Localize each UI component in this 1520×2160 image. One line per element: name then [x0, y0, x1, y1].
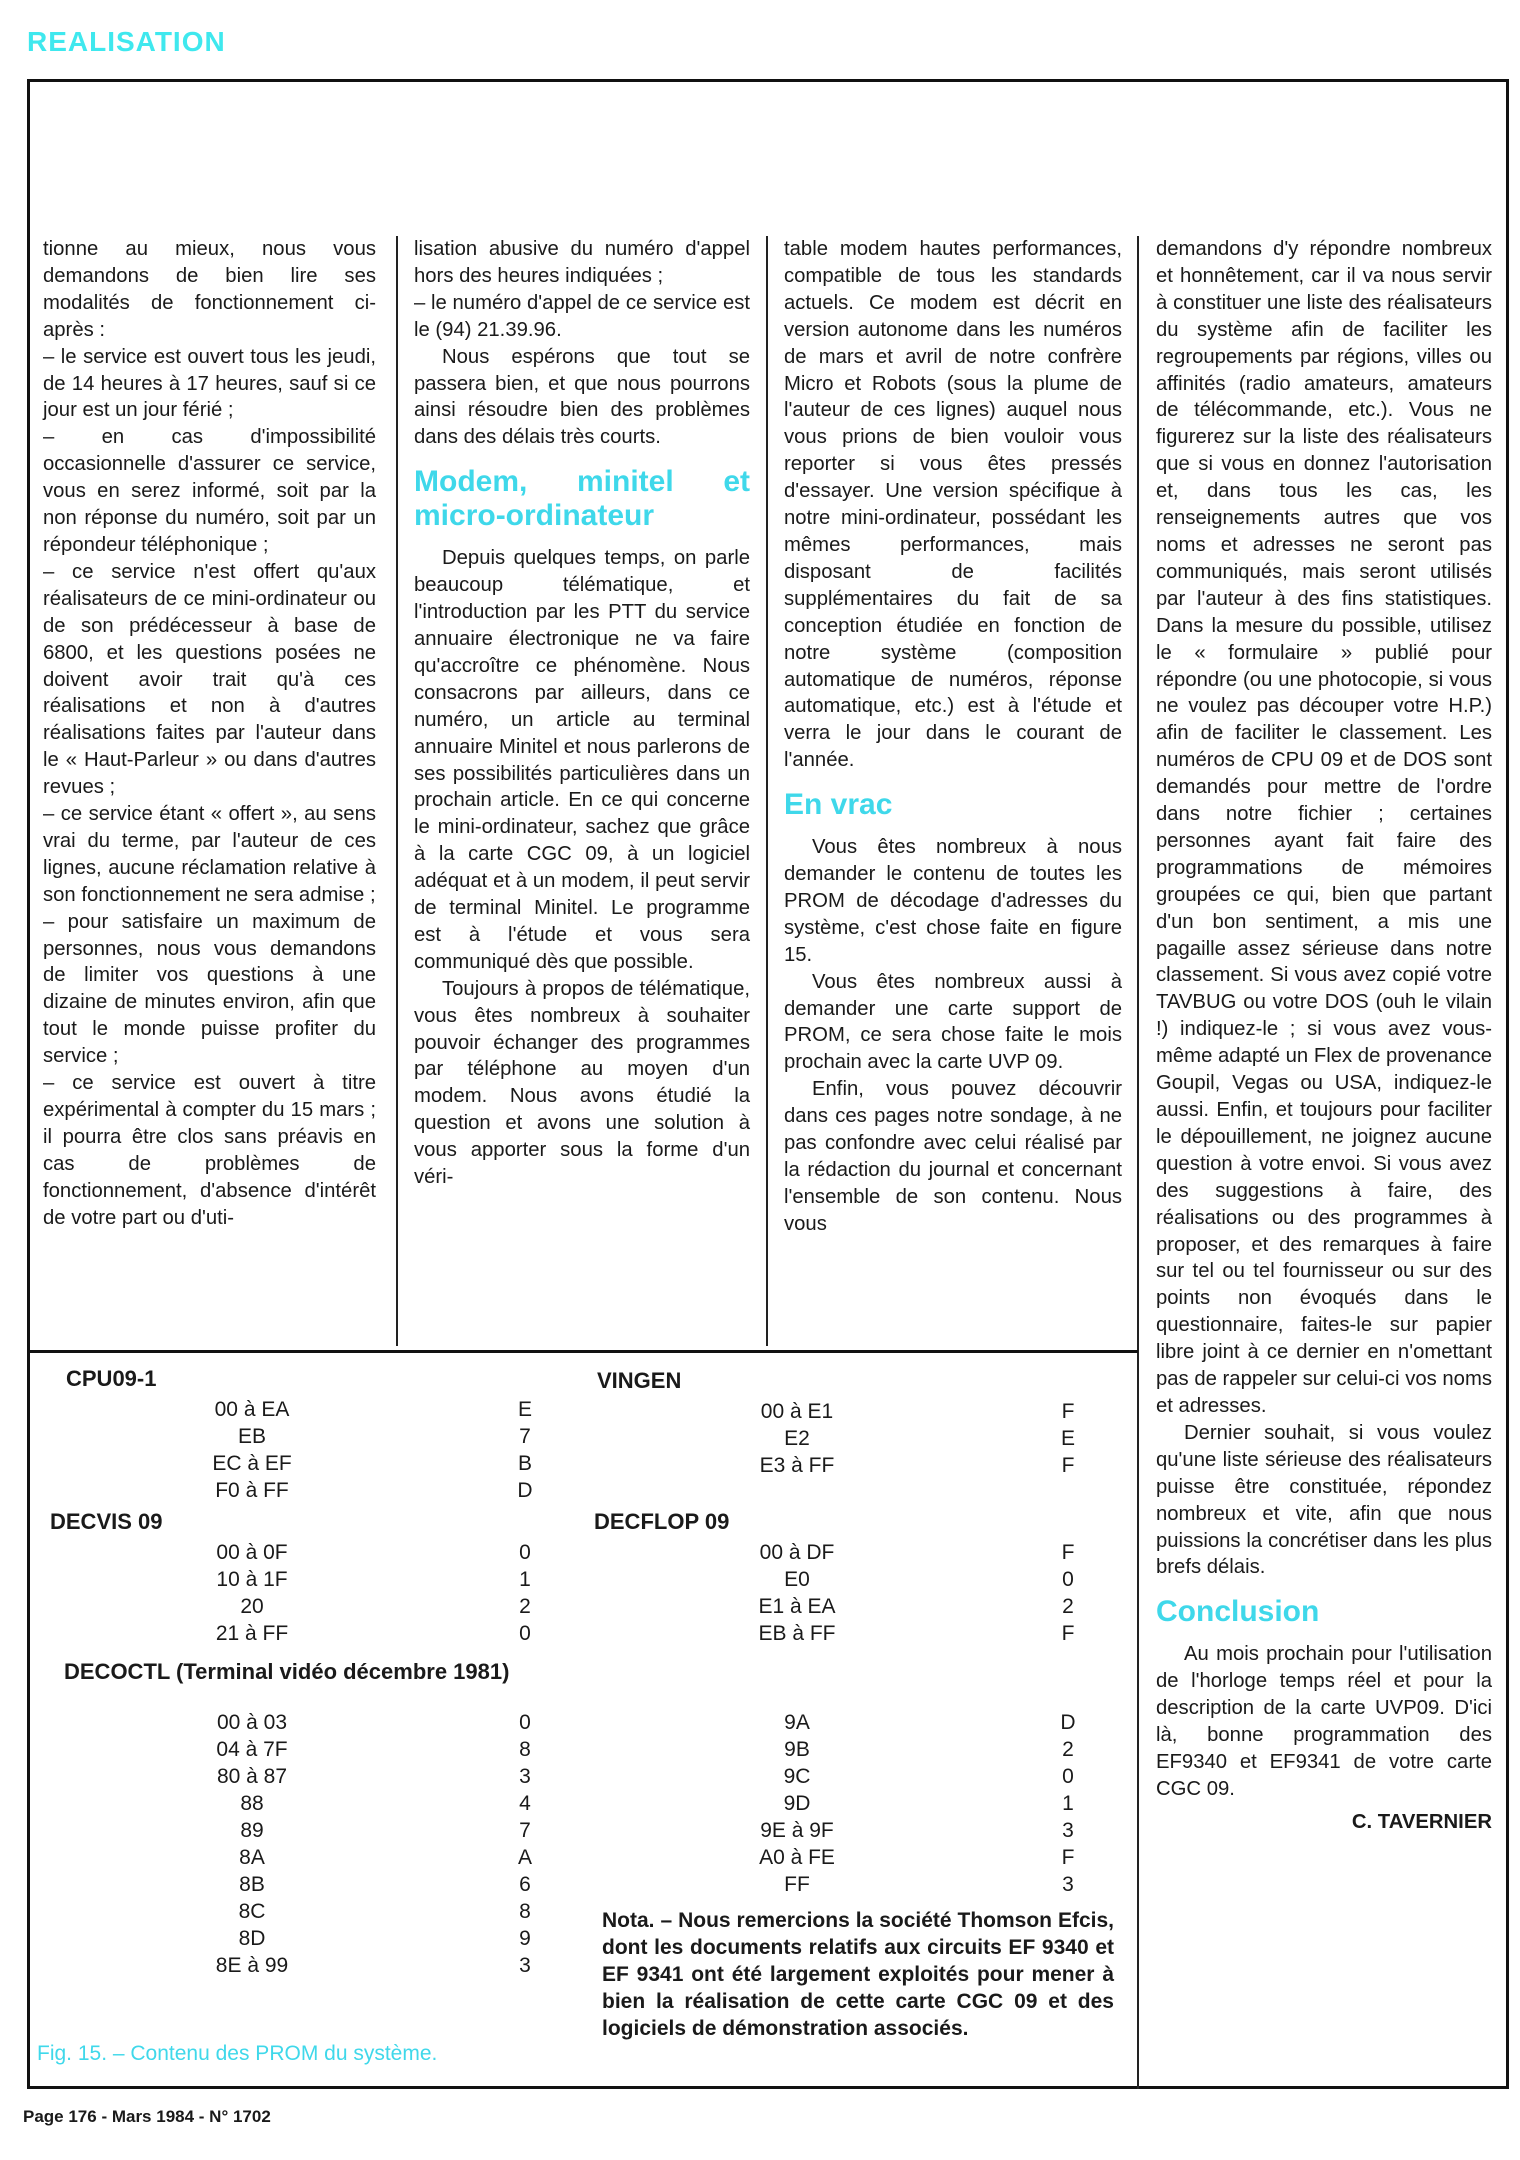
prom-title: DECFLOP 09: [594, 1509, 730, 1534]
column-divider: [766, 236, 768, 1346]
paragraph: – ce service étant « offert », au sens vrai du terme, par l'auteur de ces lignes, aucune réclamation relative à son fonctionnement ne sera admise ;: [43, 803, 376, 906]
column-3: [784, 236, 1122, 1238]
paragraph: Vous êtes nombreux à nous demander le contenu de toutes les PROM de décodage d'adresses du système, c'est chose faite en figure 15.: [784, 836, 1122, 966]
address-range: 88: [240, 1792, 264, 1815]
prom-value: 8: [519, 1900, 531, 1923]
paragraph: table modem hautes performances, compatible de tous les standards actuels. Ce modem est décrit en version autonome dans les numéros de mars et avril de notre confrère Micro et Robots (sous la plume de l'auteur de ces lignes) auquel nous vous prions de bien vouloir vous reporter si vous êtes pressés d'essayer. Une version spécifique à notre mini-ordinateur, possédant les mêmes performances, mais disposant de facilités supplémentaires du fait de sa conception étudiée en fonction de notre système (composition automatique de numéros, réponse automatique, etc.) est à l'étude et verra le jour dans le courant de l'année.: [784, 238, 1122, 772]
address-range: A0 à FE: [759, 1846, 835, 1869]
prom-value: F: [1061, 1541, 1075, 1564]
prom-value: 0: [519, 1541, 531, 1564]
page-footer: Page 176 - Mars 1984 - N° 1702: [23, 2107, 271, 2126]
paragraph: Toujours à propos de télématique, vous êtes nombreux à souhaiter pouvoir échanger des programmes par téléphone au moyen d'un modem. Nous avons étudié la question et avons une solution à vous apporter sous la forme d'un véri-: [414, 977, 750, 1189]
paragraph: – ce service est ouvert à titre expérimental à compter du 15 mars ; il pourra être clos sans préavis en cas de problèmes de fonctionnement, d'absence d'intérêt de votre part ou d'uti-: [43, 1072, 376, 1229]
address-range: 00 à 0F: [216, 1541, 288, 1564]
prom-value: E: [517, 1398, 532, 1421]
prom-value: 4: [519, 1792, 531, 1815]
section-heading: En vrac: [784, 788, 893, 822]
prom-value: 2: [519, 1595, 531, 1618]
address-range: 00 à EA: [214, 1398, 290, 1421]
address-range: 80 à 87: [216, 1765, 288, 1788]
address-range: 8A: [239, 1846, 265, 1869]
column-divider: [1137, 236, 1139, 2089]
prom-value: 6: [519, 1873, 531, 1896]
section-heading: Conclusion: [1156, 1595, 1320, 1629]
section-label: REALISATION: [27, 26, 226, 57]
prom-value: A: [517, 1846, 532, 1869]
prom-value: F: [1061, 1622, 1075, 1645]
figure-divider: [27, 1350, 1138, 1353]
paragraph: – ce service n'est offert qu'aux réalisateurs de ce mini-ordinateur ou de son prédécesseur à base de 6800, et les questions posées ne doivent avoir trait qu'à ces réalisations et non à d'autres réalisations faites par l'auteur dans le « Haut-Parleur » ou dans d'autres revues ;: [43, 560, 376, 799]
prom-value: 7: [519, 1425, 531, 1448]
paragraph: – en cas d'impossibilité occasionnelle d'assurer ce service, vous en serez informé, soit par la non réponse du numéro, soit par un répondeur téléphonique ;: [43, 426, 376, 556]
author-signature: C. TAVERNIER: [1351, 1810, 1492, 1833]
address-range: EB à FF: [758, 1622, 836, 1645]
paragraph: Vous êtes nombreux aussi à demander une carte support de PROM, ce sera chose faite le mois prochain avec la carte UVP 09.: [784, 970, 1122, 1074]
prom-value: D: [517, 1479, 533, 1502]
address-range: 8B: [239, 1873, 265, 1896]
prom-value: 3: [1062, 1819, 1074, 1842]
prom-value: F: [1061, 1454, 1075, 1477]
paragraph: – le service est ouvert tous les jeudi, de 14 heures à 17 heures, sauf si ce jour est un jour férié ;: [43, 345, 376, 422]
nota-text: Nota. – Nous remercions la société Thomson Efcis, dont les documents relatifs aux circuits EF 9340 et EF 9341 ont été largement exploités pour mener à bien la réalisation de cette carte CGC 09 et des logiciels de démonstration associés.: [602, 1909, 1114, 2040]
prom-value: 2: [1062, 1738, 1074, 1761]
paragraph: – le numéro d'appel de ce service est le (94) 21.39.96.: [414, 291, 750, 341]
paragraph: Enfin, vous pouvez découvrir dans ces pages notre sondage, à ne pas confondre avec celui réalisé par la rédaction du journal et concernant l'ensemble de son contenu. Nous vous: [784, 1078, 1122, 1235]
address-range: 9B: [784, 1738, 810, 1761]
address-range: 8C: [238, 1900, 266, 1923]
column-1: [43, 236, 376, 1232]
prom-title: CPU09-1: [66, 1366, 157, 1391]
address-range: 9E à 9F: [760, 1819, 834, 1842]
prom-value: 3: [519, 1765, 531, 1788]
column-divider: [396, 236, 398, 1346]
prom-value: 2: [1062, 1595, 1074, 1618]
prom-title: DECVIS 09: [50, 1509, 163, 1534]
figure-caption: Fig. 15. – Contenu des PROM du système.: [37, 2042, 438, 2065]
address-range: 9C: [783, 1765, 811, 1788]
address-range: 89: [240, 1819, 264, 1842]
paragraph: Nous espérons que tout se passera bien, et que nous pourrons ainsi résoudre bien des problèmes dans des délais très courts.: [414, 345, 750, 449]
prom-value: 3: [1062, 1873, 1074, 1896]
prom-title: VINGEN: [597, 1368, 682, 1393]
paragraph: Depuis quelques temps, on parle beaucoup télématique, et l'introduction par les PTT du service annuaire électronique ne va faire qu'accroître ce phénomène. Nous consacrons par ailleurs, dans ce numéro, un article au terminal annuaire Minitel et nous parlerons de ses possibilités particulières dans un prochain article. En ce qui concerne le mini-ordinateur, sachez que grâce à la carte CGC 09, à un logiciel adéquat et à un modem, il peut servir de terminal Minitel. Le programme est à l'étude et vous sera communiqué dès que possible.: [414, 547, 750, 973]
address-range: 10 à 1F: [216, 1568, 288, 1591]
prom-value: 8: [519, 1738, 531, 1761]
address-range: E3 à FF: [759, 1454, 835, 1477]
address-range: 04 à 7F: [216, 1738, 288, 1761]
address-range: EB: [237, 1425, 266, 1448]
address-range: E1 à EA: [758, 1595, 836, 1618]
prom-value: F: [1061, 1400, 1075, 1423]
paragraph: Au mois prochain pour l'utilisation de l'horloge temps réel et pour la description de la carte UVP09. D'ici là, bonne programmation des EF9340 et EF9341 de votre carte CGC 09.: [1156, 1643, 1492, 1800]
prom-value: E: [1060, 1427, 1075, 1450]
address-range: FF: [784, 1873, 810, 1896]
address-range: F0 à FF: [215, 1479, 289, 1502]
paragraph: – pour satisfaire un maximum de personnes, nous vous demandons de limiter vos questions à une dizaine de minutes environ, afin que tout le monde puisse profiter du service ;: [43, 910, 376, 1068]
prom-value: 0: [1062, 1568, 1074, 1591]
prom-value: 0: [1062, 1765, 1074, 1788]
address-range: 00 à 03: [216, 1711, 288, 1734]
prom-value: 0: [519, 1622, 531, 1645]
prom-value: 9: [519, 1927, 531, 1950]
paragraph: lisation abusive du numéro d'appel hors des heures indiquées ;: [414, 238, 750, 287]
address-range: 9D: [783, 1792, 811, 1815]
prom-value: D: [1060, 1711, 1076, 1734]
prom-value: B: [517, 1452, 532, 1475]
prom-value: 3: [519, 1954, 531, 1977]
prom-value: F: [1061, 1846, 1075, 1869]
address-range: 8D: [238, 1927, 266, 1950]
column-2: [414, 236, 750, 1191]
address-range: 8E à 99: [215, 1954, 289, 1977]
prom-value: 1: [519, 1568, 531, 1591]
address-range: 00 à DF: [759, 1541, 835, 1564]
prom-value: 0: [519, 1711, 531, 1734]
column-4: [1156, 236, 1492, 1836]
address-range: EC à EF: [212, 1452, 292, 1475]
address-range: 21 à FF: [215, 1622, 289, 1645]
prom-value: 1: [1062, 1792, 1074, 1815]
address-range: E0: [784, 1568, 810, 1591]
paragraph: tionne au mieux, nous vous demandons de bien lire ses modalités de fonctionnement ci-après :: [43, 238, 376, 341]
address-range: 20: [240, 1595, 264, 1618]
paragraph: demandons d'y répondre nombreux et honnêtement, car il va nous servir à constituer une liste des réalisateurs du système afin de faciliter les regroupements par régions, villes ou affinités (radio amateurs, amateurs de télécommande, etc.). Vous ne figurerez sur la liste des réalisateurs que si vous en donnez l'autorisation et, dans tous les cas, les renseignements autres que vos noms et adresses ne seront pas communiqués, mais seront utilisés par l'auteur à des fins statistiques. Dans la mesure du possible, utilisez le « formulaire » publié pour répondre (ou une photocopie, si vous ne voulez pas découper votre H.P.) afin de faciliter le classement. Les numéros de CPU 09 et de DOS sont demandés pour mettre de l'ordre dans notre fichier ; certaines personnes ayant fait faire des programmations de mémoires groupées ce qui, bien que partant d'un bon sentiment, a mis une pagaille assez sérieuse dans notre classement. Si vous avez copié votre TAVBUG ou votre DOS (ouh le vilain !) indiquez-le ; si vous avez vous-même adapté un Flex de provenance Goupil, Vegas ou USA, indiquez-le aussi. Enfin, et toujours pour faciliter le dépouillement, ne joignez aucune question à votre envoi. Si vous avez des suggestions à faire, des réalisations ou des programmes à proposer, et des remarques à faire sur tel ou tel fournisseur ou sur des points non évoqués dans le questionnaire, faites-le sur papier libre joint à ce dernier en n'omettant pas de rappeler sur celui-ci vos noms et adresses.: [1156, 238, 1492, 1417]
prom-value: 7: [519, 1819, 531, 1842]
address-range: 00 à E1: [760, 1400, 834, 1423]
paragraph: Dernier souhait, si vous voulez qu'une liste sérieuse des réalisateurs puisse être constituée, répondez nombreux et vite, afin que nous puissions la concrétiser dans les plus brefs délais.: [1156, 1421, 1492, 1579]
section-heading: Modem, minitel et micro-ordinateur: [414, 465, 750, 533]
address-range: 9A: [784, 1711, 810, 1734]
prom-title: DECOCTL (Terminal vidéo décembre 1981): [64, 1659, 510, 1684]
address-range: E2: [784, 1427, 810, 1450]
